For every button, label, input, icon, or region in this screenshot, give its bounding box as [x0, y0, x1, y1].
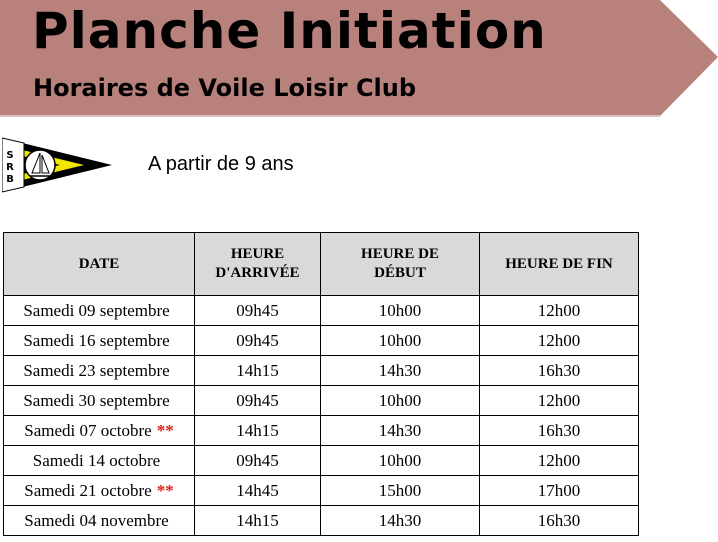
header-start: HEURE DE DÉBUT	[321, 233, 480, 296]
logo-letter-b: B	[6, 174, 14, 185]
table-row	[4, 296, 639, 326]
cell-end: 12h00	[480, 386, 639, 416]
header-end: HEURE DE FIN	[480, 233, 639, 296]
cell-arrival: 14h15	[195, 506, 321, 536]
table-row	[4, 476, 639, 506]
cell-arrival: 09h45	[195, 386, 321, 416]
cell-end: 12h00	[480, 446, 639, 476]
table-row	[4, 446, 639, 476]
cell-end: 12h00	[480, 296, 639, 326]
table-row	[4, 416, 639, 446]
schedule-table	[3, 232, 639, 536]
cell-arrival: 09h45	[195, 326, 321, 356]
cell-date: Samedi 23 septembre	[4, 356, 195, 386]
cell-date: Samedi 21 octobre **	[4, 476, 195, 506]
cell-start: 10h00	[321, 296, 480, 326]
logo-letter-s: S	[6, 150, 14, 161]
cell-start: 14h30	[321, 506, 480, 536]
cell-end: 16h30	[480, 416, 639, 446]
cell-start: 10h00	[321, 446, 480, 476]
header-banner	[0, 0, 718, 118]
cell-arrival: 14h15	[195, 356, 321, 386]
logo-letter-r: R	[6, 162, 14, 173]
page-title: Planche Initiation	[32, 2, 547, 60]
cell-date: Samedi 30 septembre	[4, 386, 195, 416]
table-row	[4, 386, 639, 416]
cell-end: 16h30	[480, 356, 639, 386]
cell-arrival: 14h15	[195, 416, 321, 446]
cell-date: Samedi 04 novembre	[4, 506, 195, 536]
cell-arrival: 09h45	[195, 446, 321, 476]
page-subtitle: Horaires de Voile Loisir Club	[33, 74, 417, 102]
header-date: DATE	[4, 233, 195, 296]
cell-start: 14h30	[321, 416, 480, 446]
cell-end: 12h00	[480, 326, 639, 356]
cell-date: Samedi 09 septembre	[4, 296, 195, 326]
table-row	[4, 506, 639, 536]
cell-start: 15h00	[321, 476, 480, 506]
cell-date: Samedi 16 septembre	[4, 326, 195, 356]
age-note: A partir de 9 ans	[148, 153, 294, 175]
cell-date: Samedi 07 octobre **	[4, 416, 195, 446]
cell-start: 14h30	[321, 356, 480, 386]
cell-arrival: 14h45	[195, 476, 321, 506]
cell-date: Samedi 14 octobre	[4, 446, 195, 476]
cell-start: 10h00	[321, 386, 480, 416]
cell-start: 10h00	[321, 326, 480, 356]
table-row	[4, 356, 639, 386]
cell-end: 17h00	[480, 476, 639, 506]
cell-end: 16h30	[480, 506, 639, 536]
club-pennant-logo	[2, 136, 114, 194]
cell-arrival: 09h45	[195, 296, 321, 326]
table-header-row	[4, 233, 639, 296]
table-row	[4, 326, 639, 356]
header-arrival: HEURE D'ARRIVÉE	[195, 233, 321, 296]
